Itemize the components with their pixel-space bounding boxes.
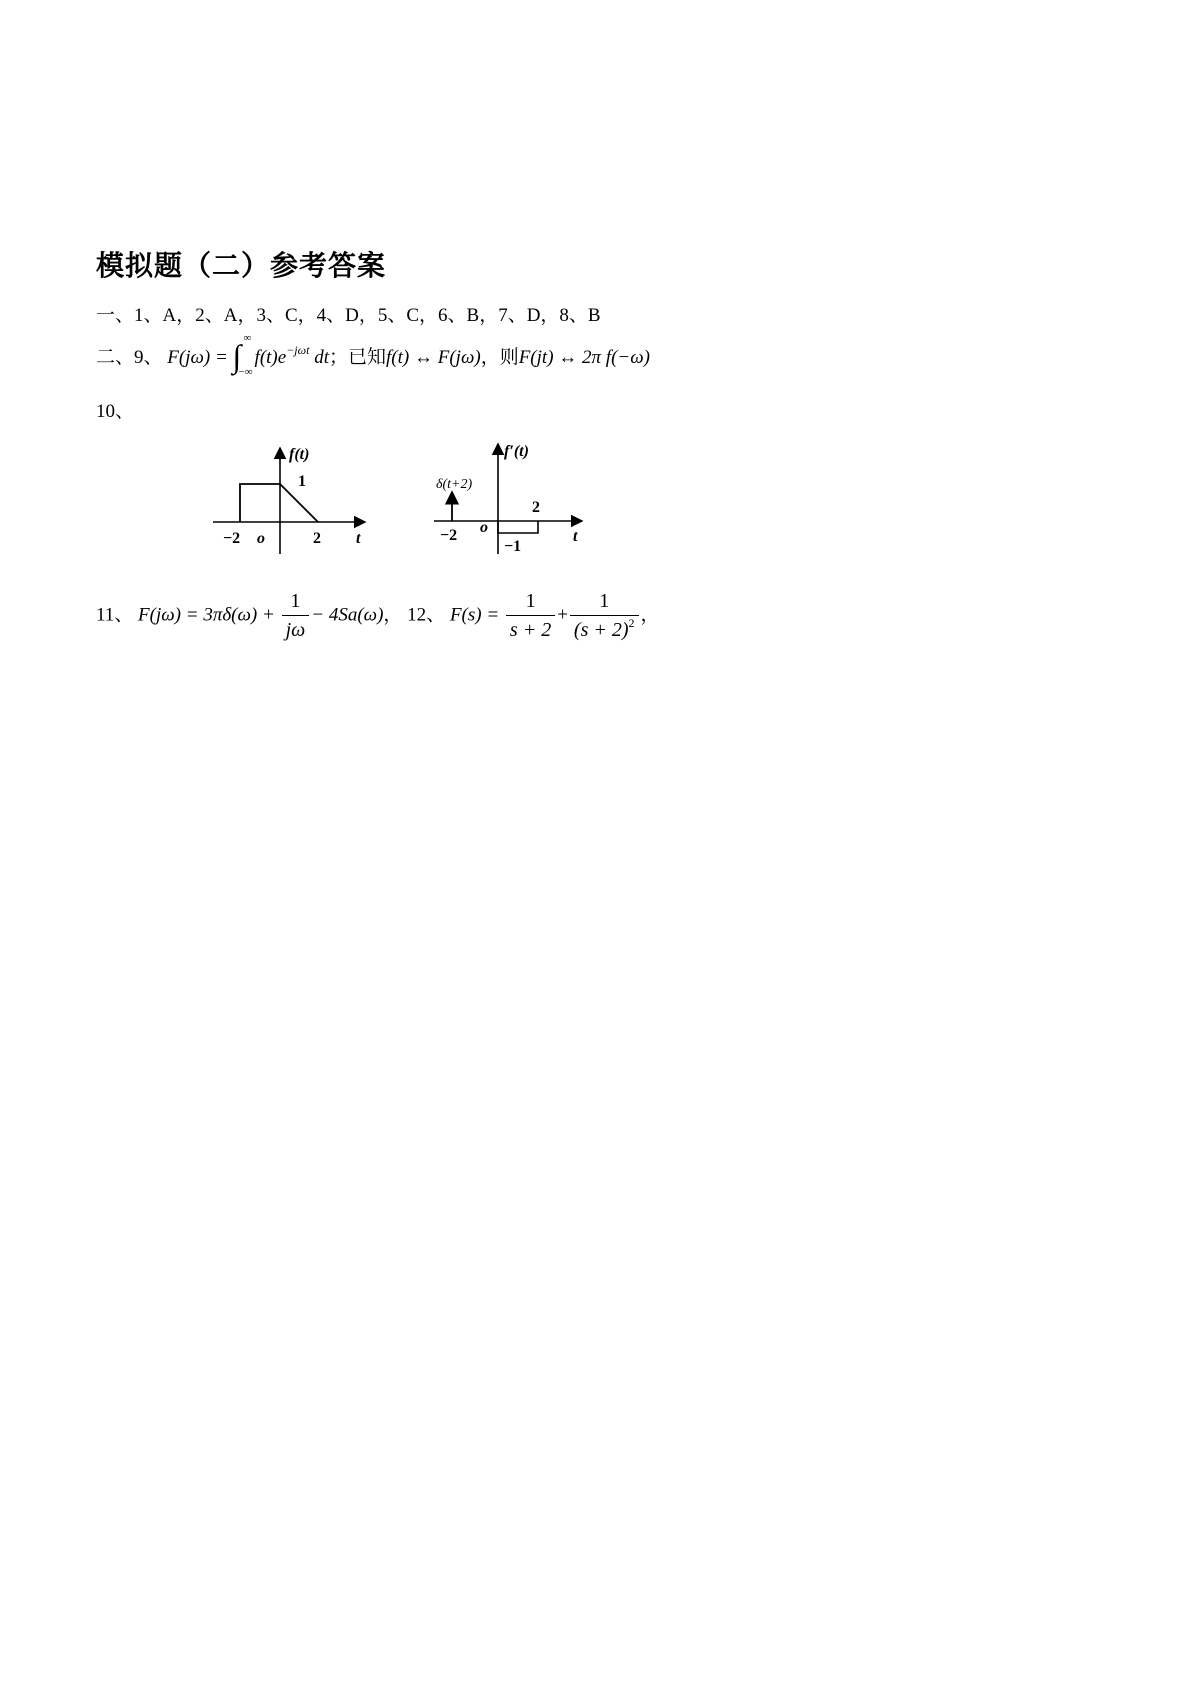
- answer-12-fraction-1: $\frac{1}{s + 2}$: [506, 590, 555, 642]
- origin-label: o: [257, 530, 265, 547]
- section-1-answers: 1、A，2、A，3、C，4、D，5、C，6、B，7、D，8、B: [134, 305, 601, 326]
- x-axis-label: t: [356, 530, 361, 547]
- exponent: −jωt: [286, 343, 310, 357]
- answer-10-label: 10、: [96, 401, 135, 422]
- figure-f-prime-t: [430, 430, 600, 555]
- answer-11-12: [96, 590, 660, 642]
- integrand: f(t)e: [254, 347, 287, 368]
- answer-11-fraction: $\frac{1}{j\omega}$: [282, 590, 310, 642]
- page-title: 模拟题（二）参考答案: [96, 249, 387, 282]
- answer-9: [96, 331, 650, 378]
- figure-f-t: [205, 436, 375, 556]
- y-axis-label: f(t): [289, 446, 310, 463]
- answers-section-1: [96, 300, 601, 327]
- section-2-label: 二、9、: [96, 347, 163, 368]
- answer-11-lhs: F(jω) = 3πδ(ω) +: [138, 604, 280, 626]
- answer-11-rest: − 4Sa(ω): [311, 604, 384, 626]
- integral-sign: ∫ ∞ −∞: [232, 331, 253, 378]
- fourier-lhs: F(jω) =: [167, 347, 233, 368]
- derivative-step: [498, 521, 538, 533]
- section-1-label: 一、: [96, 305, 135, 326]
- differential: dt: [314, 347, 329, 368]
- tick-neg-2: −2: [223, 530, 241, 547]
- origin-label: o: [480, 519, 488, 536]
- answer-11-label: 11、: [96, 604, 134, 626]
- answer-12-fraction-2: $\frac{1}{(s + 2)^2}$: [570, 590, 639, 642]
- tick-neg-2: −2: [440, 527, 458, 544]
- tick-pos-2: 2: [313, 530, 321, 547]
- text-then: ，则: [480, 347, 519, 368]
- impulse-label: δ(t+2): [436, 477, 473, 492]
- answer-11-tail: ，: [383, 604, 403, 626]
- x-axis-label: t: [573, 528, 578, 545]
- level-label: 1: [298, 473, 306, 490]
- answer-12-plus: +: [557, 604, 568, 626]
- answer-12-tail: ，: [640, 604, 660, 626]
- transform-pair-then: F(jt) ↔ 2π f(−ω): [518, 347, 650, 368]
- transform-pair-known: f(t) ↔ F(jω): [386, 347, 481, 368]
- level-label: −1: [504, 538, 522, 555]
- signal-curve: [240, 484, 318, 522]
- separator: ；: [328, 347, 348, 368]
- text-known: 已知: [348, 347, 387, 368]
- y-axis-label: f′(t): [504, 443, 529, 460]
- tick-pos-2: 2: [532, 499, 540, 516]
- answer-12-lhs: F(s) =: [449, 604, 504, 626]
- answer-12-label: 12、: [407, 604, 446, 626]
